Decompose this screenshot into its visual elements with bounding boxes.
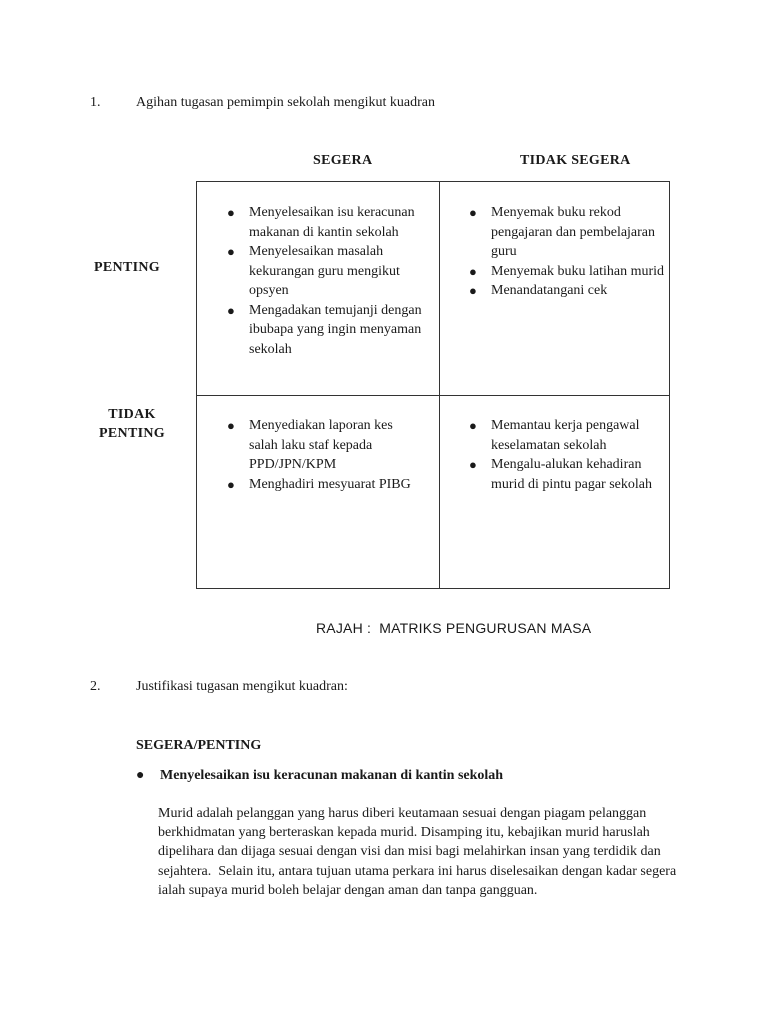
justification-paragraph: Murid adalah pelanggan yang harus diberi keutamaan sesuai dengan piagam pelanggan berkhidmatan yang berteraskan kepada murid. Disamping itu, kebajikan murid haruslah dipelihara dan dijaga sesuai dengan visi dan misi bagi melahirkan insan yang terdidik dan sejahtera. Selain itu, antara tujuan utama perkara ini harus diselesaikan dengan kadar segera ialah supaya murid boleh belajar dengan aman dan tanpa gangguan. <box>158 806 680 898</box>
list-item: ● Menandatangani cek <box>469 281 665 301</box>
list-item: ● Menyediakan laporan kes salah laku staf kepada PPD/JPN/KPM <box>227 418 393 472</box>
bullet-icon: ● <box>469 263 477 279</box>
bullet-icon: ● <box>136 768 145 783</box>
bullet-icon: ● <box>227 476 235 492</box>
quadrant-urgent-important <box>227 203 437 359</box>
list-item: ● Menyemak buku latihan murid <box>469 262 665 282</box>
matrix-horizontal-divider <box>197 395 669 396</box>
quadrant-urgent-not-important <box>227 416 417 494</box>
list-item: ● Mengadakan temujanji dengan ibubapa yang ingin menyaman sekolah <box>227 302 422 357</box>
bullet-icon: ● <box>469 457 477 472</box>
figure-caption: RAJAH : MATRIKS PENGURUSAN MASA <box>316 620 592 636</box>
col-header-tidak-segera: TIDAK SEGERA <box>520 153 631 168</box>
subheading-segera-penting: SEGERA/PENTING <box>136 738 262 753</box>
bullet-icon: ● <box>469 205 477 220</box>
list-item: ● Menyemak buku rekod pengajaran dan pembelajaran guru <box>469 205 656 259</box>
col-header-segera: SEGERA <box>313 153 373 168</box>
bullet-icon: ● <box>227 244 235 259</box>
list-item: ● Mengalu-alukan kehadiran murid di pintu pagar sekolah <box>469 457 652 492</box>
matrix-vertical-divider <box>439 182 440 588</box>
bullet-icon: ● <box>227 418 235 433</box>
bullet-icon: ● <box>227 302 235 318</box>
bullet-icon: ● <box>227 205 235 220</box>
bullet-icon: ● <box>469 283 477 298</box>
section-1-number: 1. <box>90 95 101 110</box>
list-item: ● Menyelesaikan masalah kekurangan guru mengikut opsyen <box>227 244 400 298</box>
section-2-number: 2. <box>90 679 101 694</box>
list-item: ● Menyelesaikan isu keracunan makanan di kantin sekolah <box>227 205 415 240</box>
list-item: ● Memantau kerja pengawal keselamatan sekolah <box>469 418 640 453</box>
section-1-title: Agihan tugasan pemimpin sekolah mengikut kuadran <box>136 95 435 110</box>
time-management-matrix <box>196 181 670 589</box>
bullet-icon: ● <box>469 418 477 433</box>
section-2-title: Justifikasi tugasan mengikut kuadran: <box>136 679 348 694</box>
row-header-tidak-penting: TIDAK PENTING <box>99 407 165 441</box>
quadrant-not-urgent-not-important <box>469 416 665 494</box>
list-item: ● Menghadiri mesyuarat PIBG <box>227 475 417 495</box>
quadrant-not-urgent-important <box>469 203 665 301</box>
row-header-penting: PENTING <box>94 260 160 275</box>
